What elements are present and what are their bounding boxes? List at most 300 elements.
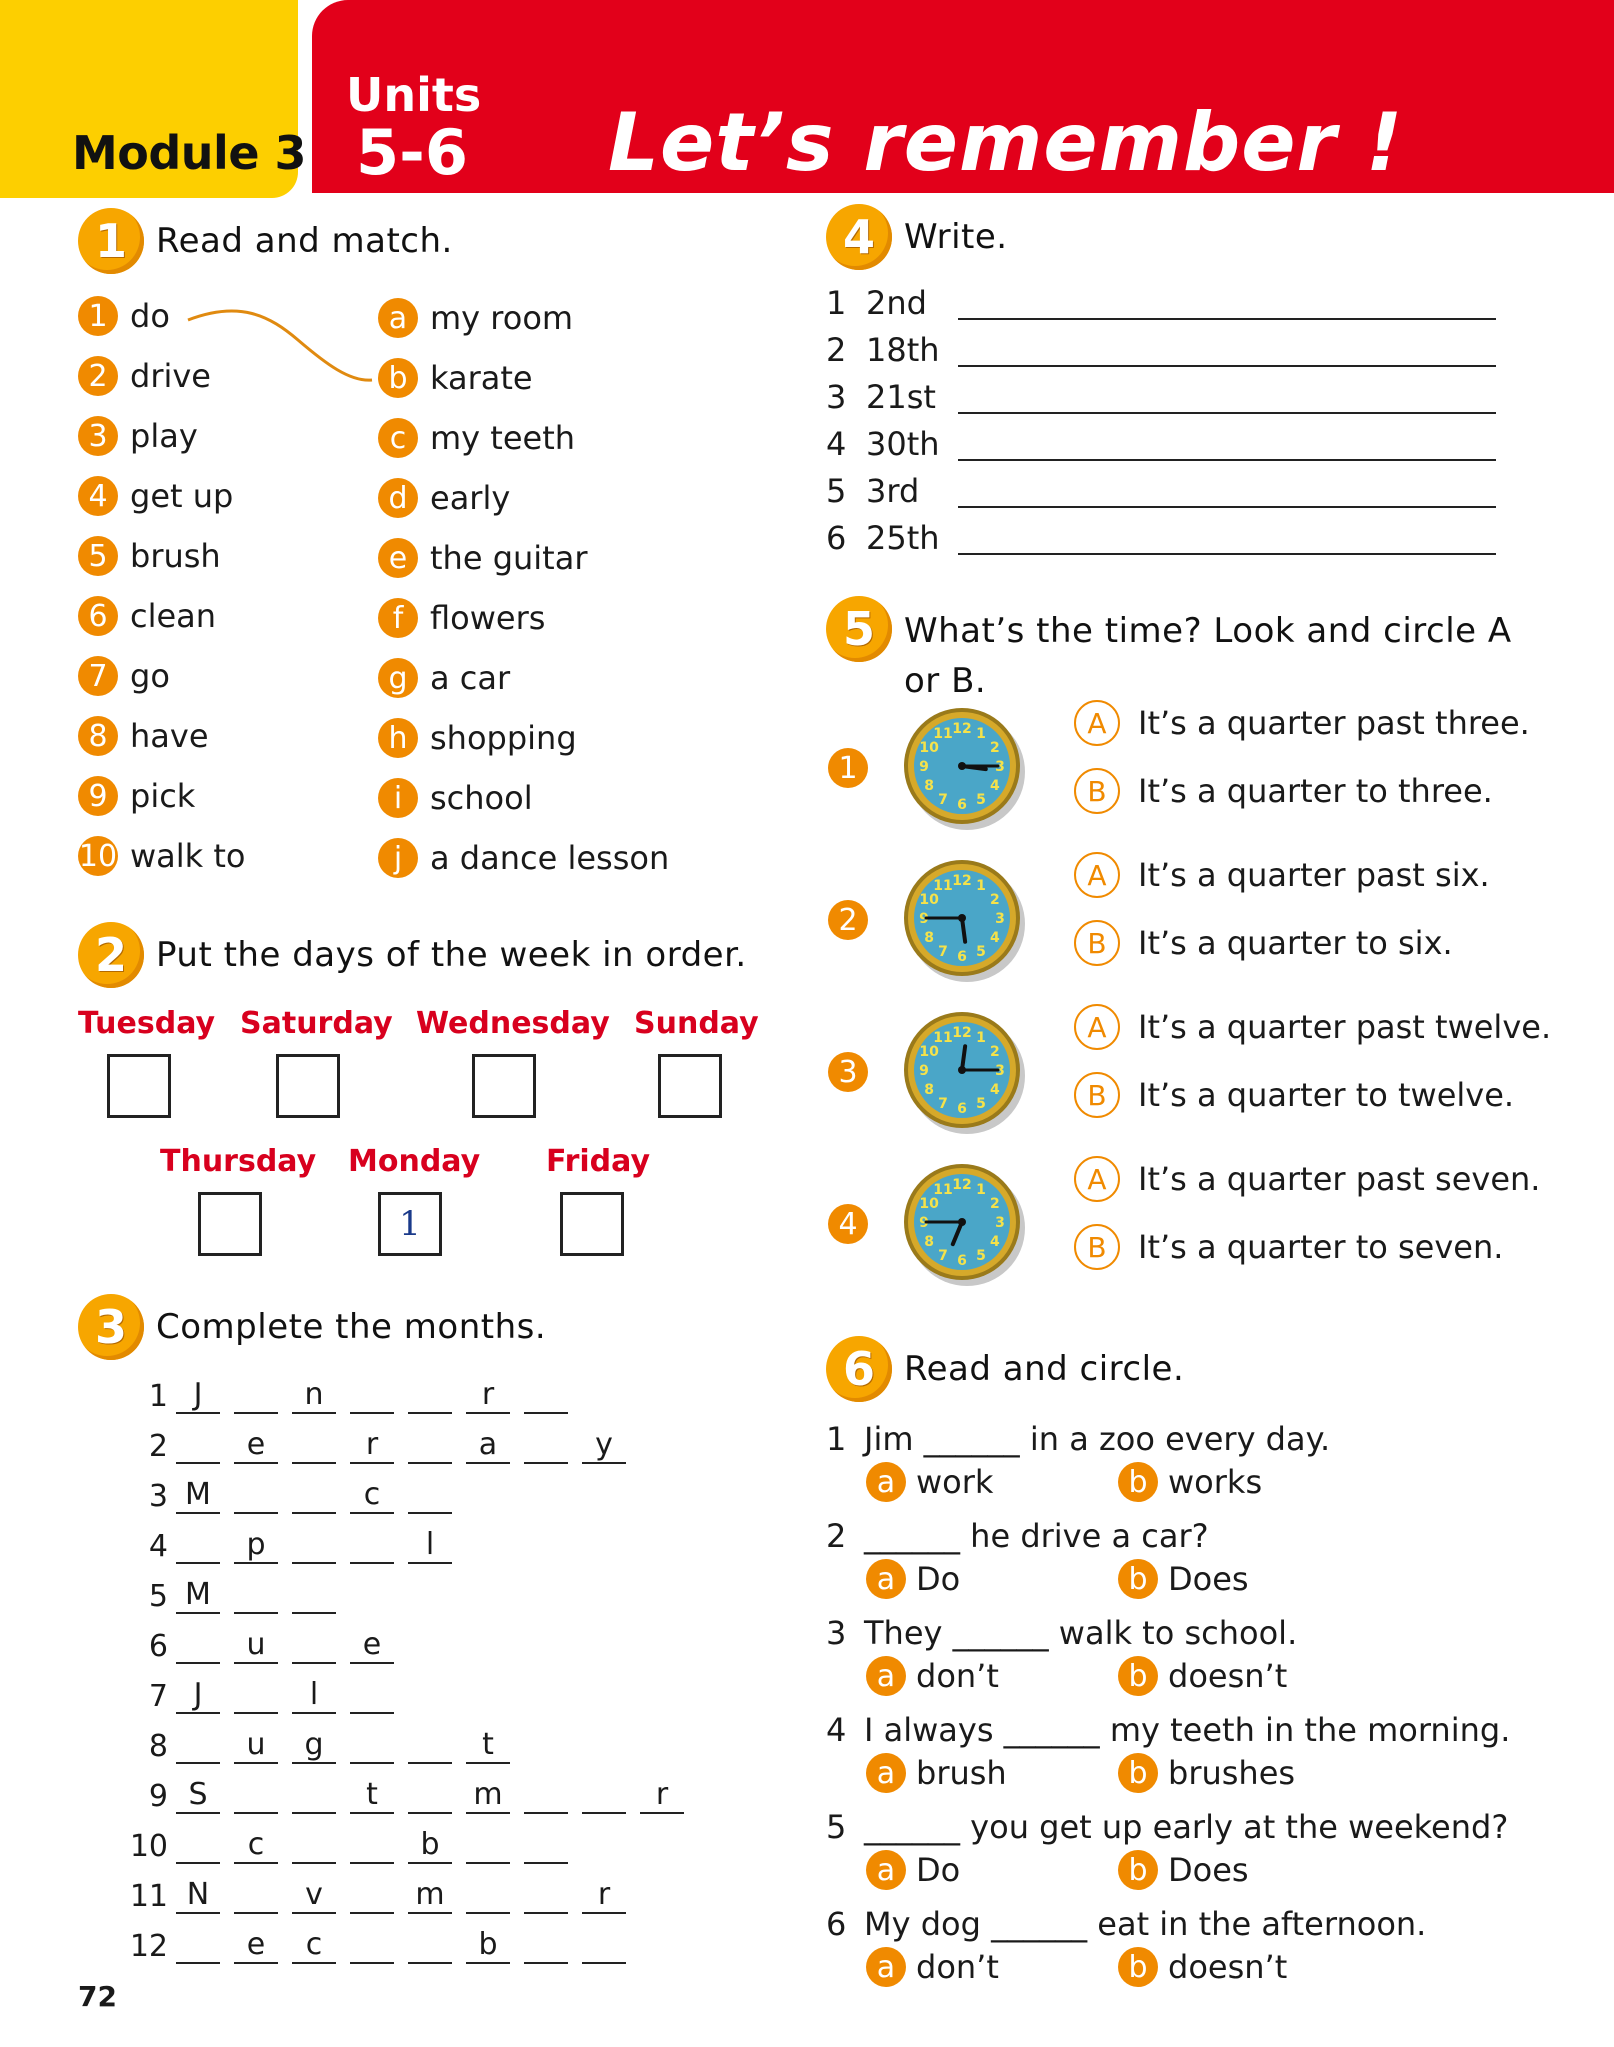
item-number-badge: 10 — [78, 836, 118, 876]
match-left-item[interactable] — [78, 596, 216, 636]
clock-numeral: 8 — [924, 1234, 934, 1250]
letter-slot[interactable] — [292, 1828, 336, 1864]
clock-numeral: 11 — [933, 726, 953, 743]
clock-numeral: 4 — [990, 930, 1000, 946]
question-text — [864, 1420, 1330, 1458]
letter-slot[interactable] — [350, 1928, 394, 1964]
item-text: go — [130, 657, 170, 695]
answer-blank[interactable]: ______ — [952, 1614, 1049, 1652]
match-left-item[interactable] — [78, 656, 170, 696]
question-post: you get up early at the weekend? — [970, 1808, 1509, 1846]
letter-slot[interactable] — [408, 1728, 452, 1764]
letter-slot[interactable]: b — [466, 1928, 510, 1964]
item-letter-badge: j — [378, 838, 418, 878]
item-number: 4 — [826, 425, 847, 463]
letter-slot[interactable] — [234, 1378, 278, 1414]
clock-numeral: 8 — [924, 778, 934, 794]
item-text: play — [130, 417, 198, 455]
letter-slot[interactable] — [582, 1928, 626, 1964]
item-text: early — [430, 479, 511, 517]
letter-slot[interactable]: u — [234, 1728, 278, 1764]
clock-numeral: 3 — [995, 759, 1005, 775]
clock-numeral: 1 — [976, 1182, 986, 1199]
question-number: 6 — [826, 1905, 847, 1943]
question-number-badge: 2 — [828, 900, 868, 940]
letter-slot[interactable] — [234, 1778, 278, 1814]
day-label: Friday — [546, 1144, 651, 1179]
day-order-box[interactable] — [107, 1054, 171, 1118]
day-order-box[interactable]: 1 — [378, 1192, 442, 1256]
section-title — [904, 606, 1512, 706]
letter-slot[interactable]: r — [466, 1378, 510, 1414]
item-number-badge: 7 — [78, 656, 118, 696]
letter-slot[interactable]: g — [292, 1728, 336, 1764]
write-item — [826, 378, 960, 416]
month-number: 11 — [129, 1879, 168, 1914]
page-title: Let’s remember ! — [608, 96, 1404, 189]
item-text: my teeth — [430, 419, 576, 457]
month-number: 12 — [129, 1929, 168, 1964]
write-item — [826, 284, 960, 322]
match-right-item[interactable] — [378, 838, 669, 878]
option-text: It’s a quarter past twelve. — [1138, 1008, 1552, 1046]
option-text: brush — [916, 1754, 1007, 1792]
ordinal-value: 21st — [866, 378, 936, 416]
letter-slot[interactable]: r — [350, 1428, 394, 1464]
section-title: Read and match. — [156, 221, 453, 261]
letter-slot[interactable] — [176, 1528, 220, 1564]
month-row — [120, 1374, 582, 1414]
letter-slot[interactable] — [408, 1428, 452, 1464]
option-a-circle[interactable]: A — [1074, 852, 1120, 898]
letter-slot[interactable]: l — [408, 1528, 452, 1564]
answer-line[interactable] — [958, 553, 1496, 555]
question-post: my teeth in the morning. — [1109, 1711, 1511, 1749]
option-letter-badge: a — [866, 1947, 906, 1987]
clock-numeral: 2 — [990, 1196, 1000, 1212]
match-right-item[interactable] — [378, 718, 577, 758]
month-row — [120, 1874, 640, 1914]
option-text: It’s a quarter to seven. — [1138, 1228, 1504, 1266]
clock-numeral: 5 — [976, 791, 986, 808]
item-text: my room — [430, 299, 574, 337]
section-1-heading — [78, 208, 453, 274]
letter-slot[interactable] — [408, 1778, 452, 1814]
option-text: Does — [1168, 1560, 1249, 1598]
letter-slot[interactable] — [466, 1828, 510, 1864]
letter-slot[interactable]: J — [176, 1678, 220, 1714]
option-b-circle[interactable]: B — [1074, 920, 1120, 966]
letter-slot[interactable] — [350, 1378, 394, 1414]
option-a[interactable] — [1074, 852, 1490, 898]
letter-slot[interactable] — [350, 1678, 394, 1714]
letter-slot[interactable] — [292, 1628, 336, 1664]
item-text: shopping — [430, 719, 577, 757]
write-item — [826, 331, 960, 369]
answer-option-a[interactable] — [866, 1850, 960, 1890]
letter-slot[interactable] — [292, 1478, 336, 1514]
answer-blank[interactable]: ______ — [864, 1517, 960, 1555]
section-title: Read and circle. — [904, 1349, 1185, 1389]
match-left-item[interactable] — [78, 296, 170, 336]
ordinal-value: 3rd — [866, 472, 920, 510]
answer-option-b[interactable] — [1118, 1462, 1262, 1502]
section-title: Write. — [904, 217, 1008, 257]
ordinal-value: 2nd — [866, 284, 927, 322]
letter-slot[interactable]: t — [350, 1778, 394, 1814]
letter-slot[interactable] — [524, 1378, 568, 1414]
clock-numeral: 5 — [976, 1247, 986, 1264]
option-text: don’t — [916, 1657, 999, 1695]
question-post: walk to school. — [1058, 1614, 1298, 1652]
letter-slot[interactable] — [466, 1878, 510, 1914]
option-letter-badge: b — [1118, 1462, 1158, 1502]
option-text: doesn’t — [1168, 1948, 1288, 1986]
question-number: 5 — [826, 1808, 847, 1846]
clock-numeral: 6 — [957, 1101, 967, 1117]
item-text: clean — [130, 597, 217, 635]
option-b[interactable] — [1074, 1224, 1503, 1270]
clock-numeral: 12 — [952, 721, 972, 737]
letter-slot[interactable] — [524, 1428, 568, 1464]
match-right-item[interactable] — [378, 358, 533, 398]
day-order-box[interactable] — [472, 1054, 536, 1118]
item-letter-badge: i — [378, 778, 418, 818]
option-letter-badge: b — [1118, 1753, 1158, 1793]
option-b[interactable] — [1074, 1072, 1514, 1118]
question — [826, 1517, 1209, 1555]
letter-slot[interactable]: t — [466, 1728, 510, 1764]
section-title: Put the days of the week in order. — [156, 935, 747, 975]
letter-slot[interactable] — [408, 1478, 452, 1514]
item-letter-badge: a — [378, 298, 418, 338]
day-label: Tuesday — [78, 1006, 216, 1041]
day-label: Monday — [348, 1144, 481, 1179]
option-a[interactable] — [1074, 1004, 1551, 1050]
letter-slot[interactable]: S — [176, 1778, 220, 1814]
letter-slot[interactable]: m — [408, 1878, 452, 1914]
answer-option-a[interactable] — [866, 1656, 999, 1696]
clock-numeral: 9 — [919, 1215, 929, 1231]
answer-line[interactable] — [958, 412, 1496, 414]
answer-line[interactable] — [958, 318, 1496, 320]
clock-numeral: 4 — [990, 1082, 1000, 1098]
option-a-circle[interactable]: A — [1074, 1156, 1120, 1202]
clock-icon — [900, 1160, 1030, 1290]
question-number: 2 — [826, 1517, 847, 1555]
clock-numeral: 12 — [952, 873, 972, 889]
letter-slot[interactable] — [292, 1578, 336, 1614]
question-text — [864, 1614, 1297, 1652]
match-right-item[interactable] — [378, 418, 575, 458]
item-text: pick — [130, 777, 196, 815]
clock-numeral: 4 — [990, 1234, 1000, 1250]
match-right-item[interactable] — [378, 778, 533, 818]
section-5-heading — [826, 596, 1512, 706]
day-order-box[interactable] — [198, 1192, 262, 1256]
letter-slot[interactable]: r — [582, 1878, 626, 1914]
answer-option-b[interactable] — [1118, 1559, 1249, 1599]
option-b[interactable] — [1074, 768, 1493, 814]
month-number: 2 — [148, 1429, 168, 1464]
letter-slot[interactable] — [350, 1878, 394, 1914]
write-item — [826, 425, 960, 463]
item-text: do — [130, 297, 170, 335]
option-text: work — [916, 1463, 994, 1501]
answer-option-a[interactable] — [866, 1462, 993, 1502]
module-label: Module 3 — [72, 126, 307, 180]
question-number: 3 — [826, 1614, 847, 1652]
letter-slot[interactable] — [524, 1928, 568, 1964]
day-order-box[interactable] — [560, 1192, 624, 1256]
question-pre: Jim — [864, 1420, 914, 1458]
answer-line[interactable] — [958, 365, 1496, 367]
letter-slot[interactable]: p — [234, 1528, 278, 1564]
clock-numeral: 11 — [933, 1182, 953, 1199]
letter-slot[interactable] — [176, 1428, 220, 1464]
letter-slot[interactable]: n — [292, 1378, 336, 1414]
option-text: works — [1168, 1463, 1263, 1501]
option-a[interactable] — [1074, 700, 1530, 746]
section-title-line-2: or B. — [904, 661, 987, 701]
section-6-heading — [826, 1336, 1184, 1402]
clock-icon — [900, 704, 1030, 834]
letter-slot[interactable]: v — [292, 1878, 336, 1914]
item-number: 3 — [826, 378, 847, 416]
item-number-badge: 2 — [78, 356, 118, 396]
option-text: It’s a quarter past six. — [1138, 856, 1490, 894]
letter-slot[interactable]: l — [292, 1678, 336, 1714]
answer-option-a[interactable] — [866, 1753, 1007, 1793]
match-right-item[interactable] — [378, 658, 510, 698]
letter-slot[interactable] — [524, 1828, 568, 1864]
answer-option-a[interactable] — [866, 1559, 960, 1599]
letter-slot[interactable]: y — [582, 1428, 626, 1464]
letter-slot[interactable] — [408, 1378, 452, 1414]
clock-numeral: 2 — [990, 892, 1000, 908]
section-number: 5 — [826, 596, 892, 662]
option-b-circle[interactable]: B — [1074, 1072, 1120, 1118]
answer-blank[interactable]: ______ — [864, 1808, 960, 1846]
item-letter-badge: b — [378, 358, 418, 398]
item-number-badge: 1 — [78, 296, 118, 336]
write-item — [826, 519, 960, 557]
clock-numeral: 7 — [938, 791, 948, 808]
month-row — [120, 1774, 698, 1814]
letter-slot[interactable] — [582, 1778, 626, 1814]
letter-slot[interactable] — [176, 1928, 220, 1964]
option-letter-badge: a — [866, 1559, 906, 1599]
letter-slot[interactable] — [408, 1928, 452, 1964]
clock-numeral: 7 — [938, 1247, 948, 1264]
day-label: Thursday — [160, 1144, 317, 1179]
answer-line[interactable] — [958, 506, 1496, 508]
clock-numeral: 10 — [919, 740, 939, 756]
item-text: drive — [130, 357, 211, 395]
letter-slot[interactable] — [176, 1728, 220, 1764]
letter-slot[interactable]: c — [292, 1928, 336, 1964]
item-letter-badge: g — [378, 658, 418, 698]
clock-numeral: 3 — [995, 911, 1005, 927]
item-text: walk to — [130, 837, 246, 875]
ordinal-value: 30th — [866, 425, 940, 463]
match-right-item[interactable] — [378, 298, 573, 338]
section-number: 6 — [826, 1336, 892, 1402]
letter-slot[interactable] — [350, 1528, 394, 1564]
question — [826, 1420, 1330, 1458]
answer-blank[interactable]: ______ — [991, 1905, 1088, 1943]
letter-slot[interactable] — [234, 1878, 278, 1914]
question — [826, 1614, 1297, 1652]
match-right-item[interactable] — [378, 478, 510, 518]
match-left-item[interactable] — [78, 836, 246, 876]
option-text: brushes — [1168, 1754, 1296, 1792]
section-2-heading — [78, 922, 747, 988]
match-right-item[interactable] — [378, 538, 587, 578]
month-row — [120, 1474, 466, 1514]
letter-slot[interactable] — [350, 1728, 394, 1764]
match-right-item[interactable] — [378, 598, 545, 638]
letter-slot[interactable]: N — [176, 1878, 220, 1914]
question-post: eat in the afternoon. — [1097, 1905, 1427, 1943]
clock-numeral: 12 — [952, 1177, 972, 1193]
letter-slot[interactable]: e — [350, 1628, 394, 1664]
ordinal-value: 18th — [866, 331, 940, 369]
letter-slot[interactable]: c — [234, 1828, 278, 1864]
answer-blank[interactable]: ______ — [1003, 1711, 1100, 1749]
question — [826, 1808, 1508, 1846]
letter-slot[interactable]: M — [176, 1578, 220, 1614]
question-pre: I always — [864, 1711, 994, 1749]
clock-numeral: 1 — [976, 878, 986, 895]
question-pre: My dog — [864, 1905, 981, 1943]
letter-slot[interactable]: u — [234, 1628, 278, 1664]
answer-option-b[interactable] — [1118, 1850, 1249, 1890]
question-text — [864, 1711, 1510, 1749]
section-number: 3 — [78, 1294, 144, 1360]
option-b-circle[interactable]: B — [1074, 1224, 1120, 1270]
option-letter-badge: b — [1118, 1656, 1158, 1696]
letter-slot[interactable]: e — [234, 1428, 278, 1464]
option-a[interactable] — [1074, 1156, 1540, 1202]
day-order-box[interactable] — [276, 1054, 340, 1118]
answer-option-b[interactable] — [1118, 1656, 1287, 1696]
question-number-badge: 4 — [828, 1204, 868, 1244]
letter-slot[interactable]: r — [640, 1778, 684, 1814]
clock-numeral: 9 — [919, 911, 929, 927]
item-text: brush — [130, 537, 221, 575]
letter-slot[interactable] — [292, 1778, 336, 1814]
option-text: Do — [916, 1560, 961, 1598]
option-text: Do — [916, 1851, 961, 1889]
item-number-badge: 6 — [78, 596, 118, 636]
option-text: It’s a quarter past three. — [1138, 704, 1530, 742]
letter-slot[interactable]: J — [176, 1378, 220, 1414]
clock-icon — [900, 1008, 1030, 1138]
letter-slot[interactable]: c — [350, 1478, 394, 1514]
month-row — [120, 1624, 408, 1664]
letter-slot[interactable]: b — [408, 1828, 452, 1864]
option-b-circle[interactable]: B — [1074, 768, 1120, 814]
units-range: 5-6 — [356, 116, 469, 189]
item-number-badge: 3 — [78, 416, 118, 456]
month-row — [120, 1724, 524, 1764]
day-label: Wednesday — [416, 1006, 610, 1041]
item-number: 1 — [826, 284, 847, 322]
option-a-circle[interactable]: A — [1074, 700, 1120, 746]
question-pre: They — [864, 1614, 943, 1652]
answer-option-a[interactable] — [866, 1947, 999, 1987]
letter-slot[interactable] — [176, 1628, 220, 1664]
clock-icon — [900, 856, 1030, 986]
item-number-badge: 4 — [78, 476, 118, 516]
letter-slot[interactable] — [234, 1678, 278, 1714]
answer-line[interactable] — [958, 459, 1496, 461]
month-number: 3 — [148, 1479, 168, 1514]
match-left-item[interactable] — [78, 416, 198, 456]
letter-slot[interactable] — [524, 1778, 568, 1814]
page-number: 72 — [78, 1980, 117, 2013]
month-row — [120, 1674, 408, 1714]
match-left-item[interactable] — [78, 476, 233, 516]
month-row — [120, 1924, 640, 1964]
item-number: 2 — [826, 331, 847, 369]
answer-option-b[interactable] — [1118, 1947, 1287, 1987]
letter-slot[interactable]: M — [176, 1478, 220, 1514]
letter-slot[interactable]: e — [234, 1928, 278, 1964]
question-number: 1 — [826, 1420, 847, 1458]
option-a-circle[interactable]: A — [1074, 1004, 1120, 1050]
question — [826, 1711, 1510, 1749]
letter-slot[interactable] — [176, 1828, 220, 1864]
letter-slot[interactable] — [292, 1528, 336, 1564]
units-label — [346, 68, 482, 189]
letter-slot[interactable]: a — [466, 1428, 510, 1464]
clock-numeral: 4 — [990, 778, 1000, 794]
write-item — [826, 472, 960, 510]
option-letter-badge: a — [866, 1656, 906, 1696]
option-b[interactable] — [1074, 920, 1453, 966]
option-letter-badge: a — [866, 1462, 906, 1502]
item-text: get up — [130, 477, 234, 515]
match-left-item[interactable] — [78, 776, 195, 816]
letter-slot[interactable]: m — [466, 1778, 510, 1814]
option-text: don’t — [916, 1948, 999, 1986]
letter-slot[interactable] — [350, 1828, 394, 1864]
item-number-badge: 5 — [78, 536, 118, 576]
item-text: school — [430, 779, 533, 817]
letter-slot[interactable] — [292, 1428, 336, 1464]
clock-numeral: 10 — [919, 1196, 939, 1212]
answer-blank[interactable]: ______ — [923, 1420, 1020, 1458]
section-number: 2 — [78, 922, 144, 988]
item-letter-badge: h — [378, 718, 418, 758]
match-left-item[interactable] — [78, 536, 221, 576]
clock-numeral: 9 — [919, 1063, 929, 1079]
answer-option-b[interactable] — [1118, 1753, 1295, 1793]
day-order-box[interactable] — [658, 1054, 722, 1118]
month-number: 8 — [148, 1729, 168, 1764]
question-text — [864, 1808, 1508, 1846]
letter-slot[interactable] — [234, 1478, 278, 1514]
match-left-item[interactable] — [78, 716, 209, 756]
month-number: 9 — [148, 1779, 168, 1814]
option-letter-badge: b — [1118, 1850, 1158, 1890]
letter-slot[interactable] — [524, 1878, 568, 1914]
question-text — [864, 1517, 1209, 1555]
clock-numeral: 7 — [938, 943, 948, 960]
letter-slot[interactable] — [234, 1578, 278, 1614]
